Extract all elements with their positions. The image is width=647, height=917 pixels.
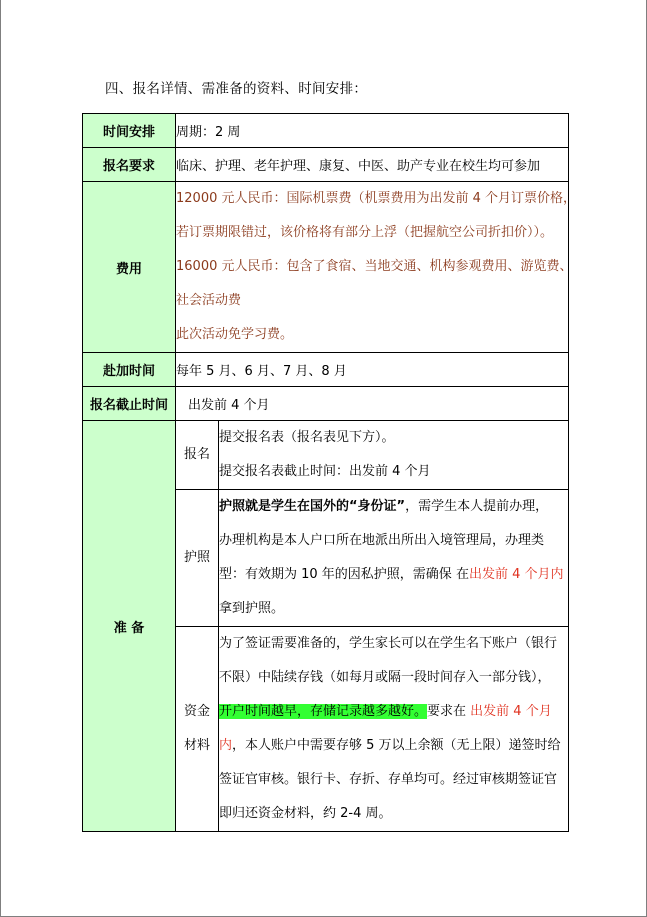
funds-line-3	[219, 695, 568, 729]
passport-line-1	[219, 490, 568, 524]
passport-line-1-bold: 护照就是学生在国外的“身份证”	[219, 499, 406, 514]
row-registration	[83, 421, 569, 490]
fees-line-1: 12000 元人民币：国际机票费（机票费用为出发前 4 个月订票价格，	[176, 191, 577, 206]
passport-line-1-rest: ，需学生本人提前办理，	[405, 499, 549, 514]
label-departure: 赴加时间	[83, 353, 176, 387]
page-border-left	[0, 0, 1, 917]
funds-line-2: 不限）中陆续存钱（如每月或隔一段时间存入一部分钱），	[219, 670, 551, 685]
row-deadline	[83, 387, 569, 421]
funds-line-6: 即归还资金材料，约 2-4 周。	[219, 806, 392, 821]
passport-line-4: 拿到护照。	[219, 601, 285, 616]
value-departure: 每年 5 月、6 月、7 月、8 月	[176, 353, 569, 387]
funds-line-4-red: 内	[219, 738, 233, 753]
funds-label-line-2: 材料	[183, 738, 210, 753]
label-funds	[176, 627, 219, 832]
row-departure	[83, 353, 569, 387]
value-fees	[176, 182, 577, 353]
section-heading: 四、报名详情、需准备的资料、时间安排：	[105, 81, 368, 97]
value-funds	[219, 627, 569, 832]
value-registration	[219, 421, 569, 490]
fees-line-3: 16000 元人民币：包含了食宿、当地交通、机构参观费用、游览费、	[176, 259, 573, 274]
label-requirements: 报名要求	[83, 148, 176, 182]
funds-line-1: 为了签证需要准备的，学生家长可以在学生名下账户（银行	[219, 636, 558, 651]
funds-highlight: 开户时间越早，存储记录越多越好。	[219, 704, 428, 719]
value-passport	[219, 490, 569, 627]
label-schedule: 时间安排	[83, 114, 176, 148]
funds-line-5: 签证官审核。银行卡、存折、存单均可。经过审核期签证官	[219, 772, 558, 787]
passport-line-3	[219, 558, 568, 592]
fees-line-4: 社会活动费	[176, 293, 242, 308]
passport-line-3-red: 出发前 4 个月内	[468, 567, 564, 582]
label-preparation: 准 备	[83, 421, 176, 832]
fees-line-2: 若订票期限错过，该价格将有部分上浮（把握航空公司折扣价））。	[176, 225, 554, 240]
fees-line-5: 此次活动免学习费。	[176, 327, 294, 342]
row-schedule	[83, 114, 569, 148]
value-requirements: 临床、护理、老年护理、康复、中医、助产专业在校生均可参加	[176, 148, 569, 182]
funds-line-3-rest: 要求在	[427, 704, 471, 719]
row-requirements	[83, 148, 569, 182]
value-deadline: 出发前 4 个月	[176, 387, 569, 421]
label-registration: 报名	[176, 421, 219, 490]
funds-line-3-red: 出发前 4 个月	[470, 704, 552, 719]
funds-line-4	[219, 729, 568, 763]
passport-line-2: 办理机构是本人户口所在地派出所出入境管理局，办理类	[219, 533, 545, 548]
label-passport: 护照	[176, 490, 219, 627]
registration-line-1: 提交报名表（报名表见下方）。	[219, 430, 395, 445]
registration-line-2: 提交报名表截止时间：出发前 4 个月	[219, 464, 431, 479]
funds-label-line-1: 资金	[183, 704, 210, 719]
row-fees	[83, 182, 569, 353]
value-schedule: 周期：2 周	[176, 114, 569, 148]
details-table	[82, 113, 577, 832]
label-deadline: 报名截止时间	[83, 387, 176, 421]
label-fees: 费用	[83, 182, 176, 353]
funds-line-4-rest: ，本人账户中需要存够 5 万以上余额（无上限）递签时给	[232, 738, 561, 753]
passport-line-3-pre: 型：有效期为 10 年的因私护照，需确保 在	[219, 567, 469, 582]
